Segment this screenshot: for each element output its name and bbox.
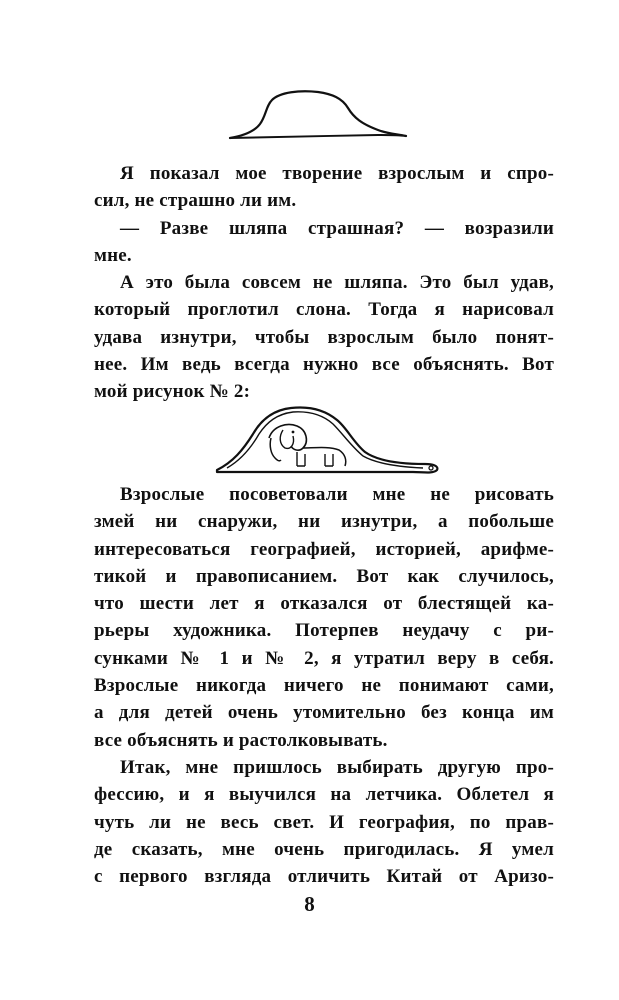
text-line: с первого взгляда отличить Китай от Аризо- bbox=[94, 866, 554, 888]
text-line: чуть ли не весь свет. И география, по прав- bbox=[94, 811, 554, 833]
text-line: де сказать, мне очень пригодилась. Я умел bbox=[94, 838, 554, 860]
text-line: нее. Им ведь всегда нужно все объяснять. Вот bbox=[94, 354, 554, 376]
page-number: 8 bbox=[304, 892, 315, 916]
text-line: фессию, и я выучился на летчика. Облетел я bbox=[94, 784, 554, 806]
text-line: рьеры художника. Потерпев неудачу с ри- bbox=[94, 620, 554, 642]
text-line: мой рисунок № 2: bbox=[94, 381, 251, 403]
text-line: А это была совсем не шляпа. Это был удав, bbox=[120, 272, 554, 294]
text-line: Взрослые никогда ничего не понимают сами, bbox=[94, 675, 554, 697]
hat-shape-icon bbox=[228, 86, 408, 146]
text-line: — Разве шляпа страшная? — возразили bbox=[120, 217, 554, 239]
boa-with-elephant-drawing bbox=[213, 402, 443, 478]
text-line: что шести лет я отказался от блестящей ка- bbox=[94, 593, 554, 615]
text-line: змей ни снаружи, ни изнутри, а побольше bbox=[94, 511, 554, 533]
boa-outside-drawing bbox=[228, 86, 408, 146]
paragraph-block-bottom bbox=[94, 481, 554, 890]
text-line: сил, не страшно ли им. bbox=[94, 190, 297, 212]
text-line: все объяснять и растолковывать. bbox=[94, 729, 388, 751]
text-line: Я показал мое творение взрослым и спро- bbox=[120, 163, 554, 184]
text-line: а для детей очень утомительно без конца им bbox=[94, 702, 554, 724]
text-line: удава изнутри, чтобы взрослым было понят- bbox=[94, 326, 554, 348]
text-line: который проглотил слона. Тогда я нарисовал bbox=[94, 299, 554, 321]
text-line: Итак, мне пришлось выбирать другую про- bbox=[120, 756, 554, 778]
text-line: интересоваться географией, историей, арифме- bbox=[94, 538, 554, 560]
text-line: тикой и правописанием. Вот как случилось, bbox=[94, 565, 554, 587]
text-line: сунками № 1 и № 2, я утратил веру в себя. bbox=[94, 647, 554, 669]
paragraph-block-top bbox=[94, 160, 554, 406]
text-line: Взрослые посоветовали мне не рисовать bbox=[120, 484, 554, 505]
elephant-in-boa-icon bbox=[213, 402, 443, 478]
text-line: мне. bbox=[94, 244, 132, 266]
